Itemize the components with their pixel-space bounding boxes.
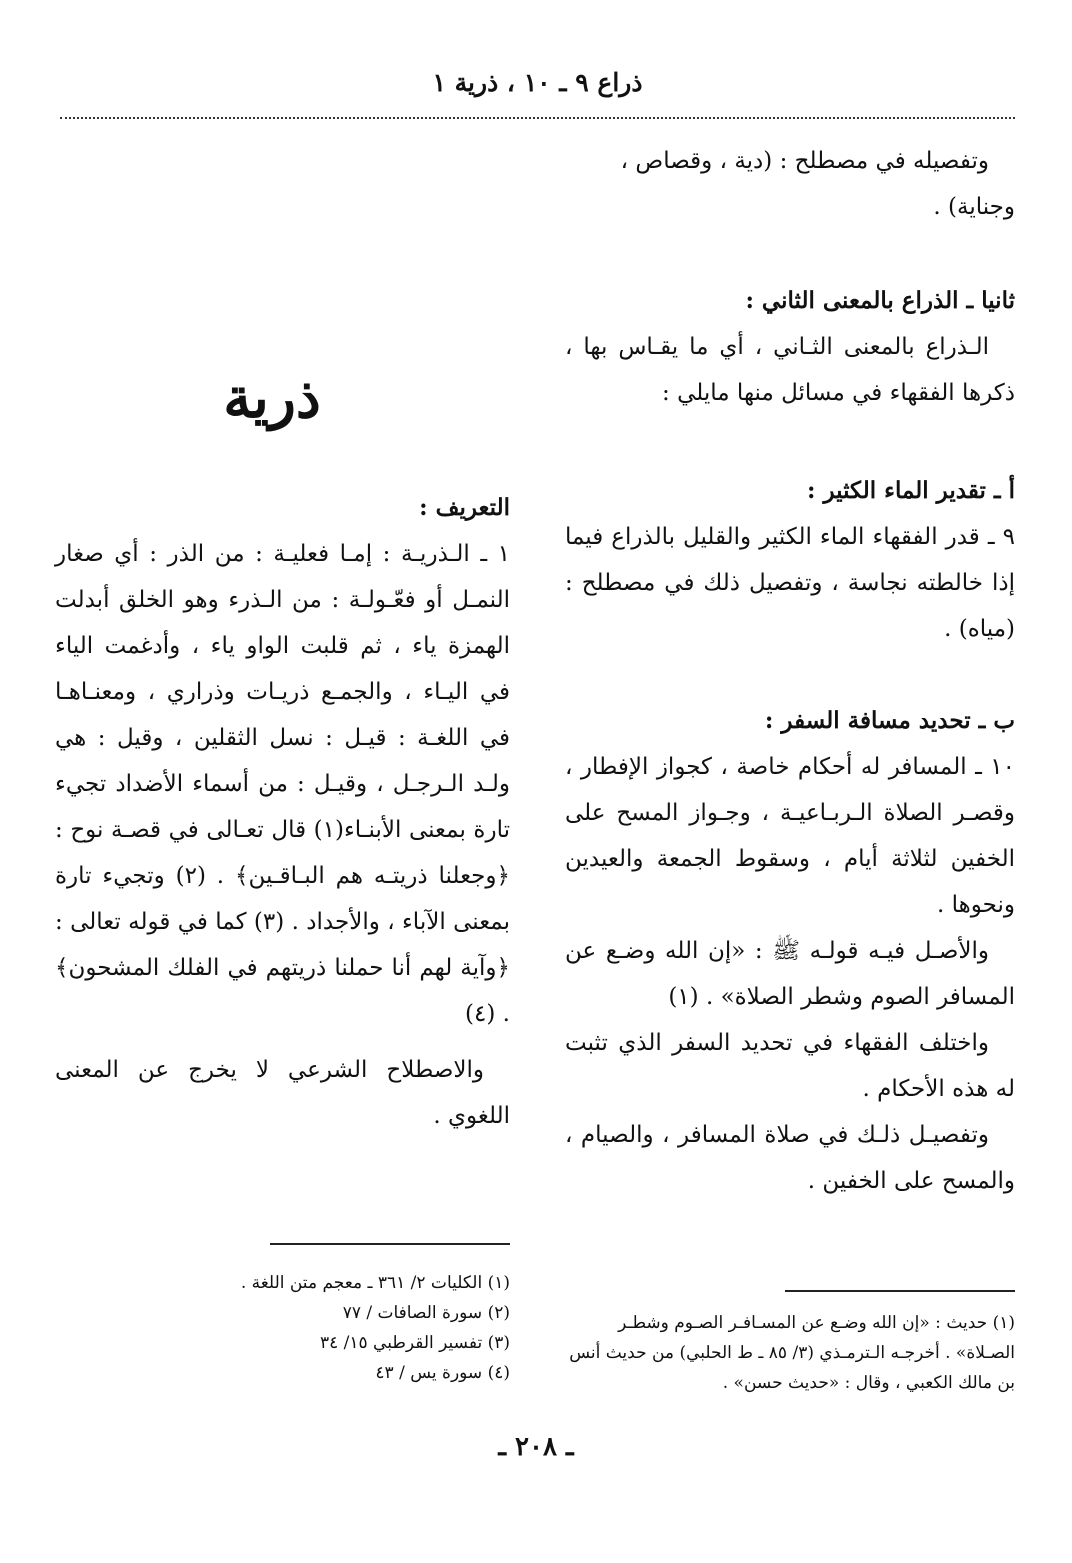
spacer <box>565 416 1015 468</box>
running-header: ذراع ٩ ـ ١٠ ، ذرية ١ <box>432 68 643 97</box>
footnote: (١) حديث : «إن الله وضـع عن المسـافـر الصـوم وشطـر الصـلاة» . أخرجـه الـترمـذي (٣/ ٨٥ ـ ط الحلبي) من حديث أنس بن مالك الكعبي ، وقال : «حديث حسن» . <box>569 1313 1015 1393</box>
paragraph-asl: والأصـل فيـه قولـه ﷺ : «إن الله وضـع عن المسافر الصوم وشطر الصلاة» . (١) <box>565 938 1015 1010</box>
intro-line-1: وتفصيله في مصطلح : (دية ، وقصاص ، <box>620 148 989 174</box>
right-footnotes <box>565 1308 1015 1398</box>
tarif-heading: التعريف : <box>419 494 510 521</box>
entry-title: ذرية <box>223 365 321 431</box>
footnote: (٣) تفسير القرطبي ١٥/ ٣٤ <box>319 1333 510 1353</box>
left-column <box>55 485 510 1139</box>
right-column <box>565 138 1015 1204</box>
intro-line-2: وجناية) . <box>933 194 1015 220</box>
section-2-heading: ثانيا ـ الذراع بالمعنى الثاني : <box>745 287 1015 314</box>
spacer <box>55 1037 510 1047</box>
paragraph-ikhtilaf: واختلف الفقهاء في تحديد السفر الذي تثبت له هذه الأحكام . <box>565 1030 1015 1102</box>
paragraph-istilah: والاصطلاح الشرعي لا يخرج عن المعنى اللغوي . <box>55 1057 510 1129</box>
page-number: ـ ٢٠٨ ـ <box>498 1432 574 1462</box>
paragraph-9: ٩ ـ قدر الفقهاء الماء الكثير والقليل بالذراع فيما إذا خالطته نجاسة ، وتفصيل ذلك في مصطلح : (مياه) . <box>565 524 1015 642</box>
left-footnote-divider <box>270 1243 510 1245</box>
spacer <box>565 230 1015 278</box>
left-footnotes <box>55 1268 510 1388</box>
footnote: (٤) سورة يس / ٤٣ <box>375 1363 510 1383</box>
section-2-paragraph: الـذراع بالمعنى الثـاني ، أي ما يقـاس بها ، ذكرها الفقهاء في مسائل منها مايلي : <box>565 334 1015 406</box>
subsection-a-heading: أ ـ تقدير الماء الكثير : <box>806 477 1015 504</box>
right-footnote-divider <box>785 1290 1015 1292</box>
footnote: (١) الكليات ٢/ ٣٦١ ـ معجم متن اللغة . <box>240 1273 510 1293</box>
footnote: (٢) سورة الصافات / ٧٧ <box>342 1303 510 1323</box>
paragraph-1: ١ ـ الـذريـة : إمـا فعليـة : من الذر : أي صغار النمـل أو فعّـولـة : من الـذرء وهو الخلق أبدلت الهمزة ياء ، ثم قلبت الواو ياء ، وأدغمت الياء في اليـاء ، والجمـع ذريـات وذراري ، ومعنـاهـا في اللغـة : قيـل : نسل الثقلين ، وقيل : هي ولـد الـرجـل ، وقيـل : من أسماء الأضداد تجيء تارة بمعنى الأبنـاء(١) قال تعـالى في قصـة نوح : ﴿وجعلنا ذريتـه هم البـاقـين﴾ . (٢) وتجيء تارة بمعنى الآباء ، والأجداد . (٣) كما في قوله تعالى : ﴿وآية لهم أنا حملنا ذريتهم في الفلك المشحون﴾ . (٤) <box>55 541 510 1027</box>
header-divider <box>60 117 1015 119</box>
spacer <box>565 652 1015 698</box>
paragraph-10: ١٠ ـ المسافر له أحكام خاصة ، كجواز الإفطار ، وقصـر الصلاة الـربـاعيـة ، وجـواز المسح على الخفين لثلاثة أيام ، وسقوط الجمعة والعيدين ونحوها . <box>565 754 1015 918</box>
paragraph-tafsil: وتفصيـل ذلـك في صلاة المسافر ، والصيام ، والمسح على الخفين . <box>565 1122 1015 1194</box>
subsection-b-heading: ب ـ تحديد مسافة السفر : <box>764 707 1015 734</box>
